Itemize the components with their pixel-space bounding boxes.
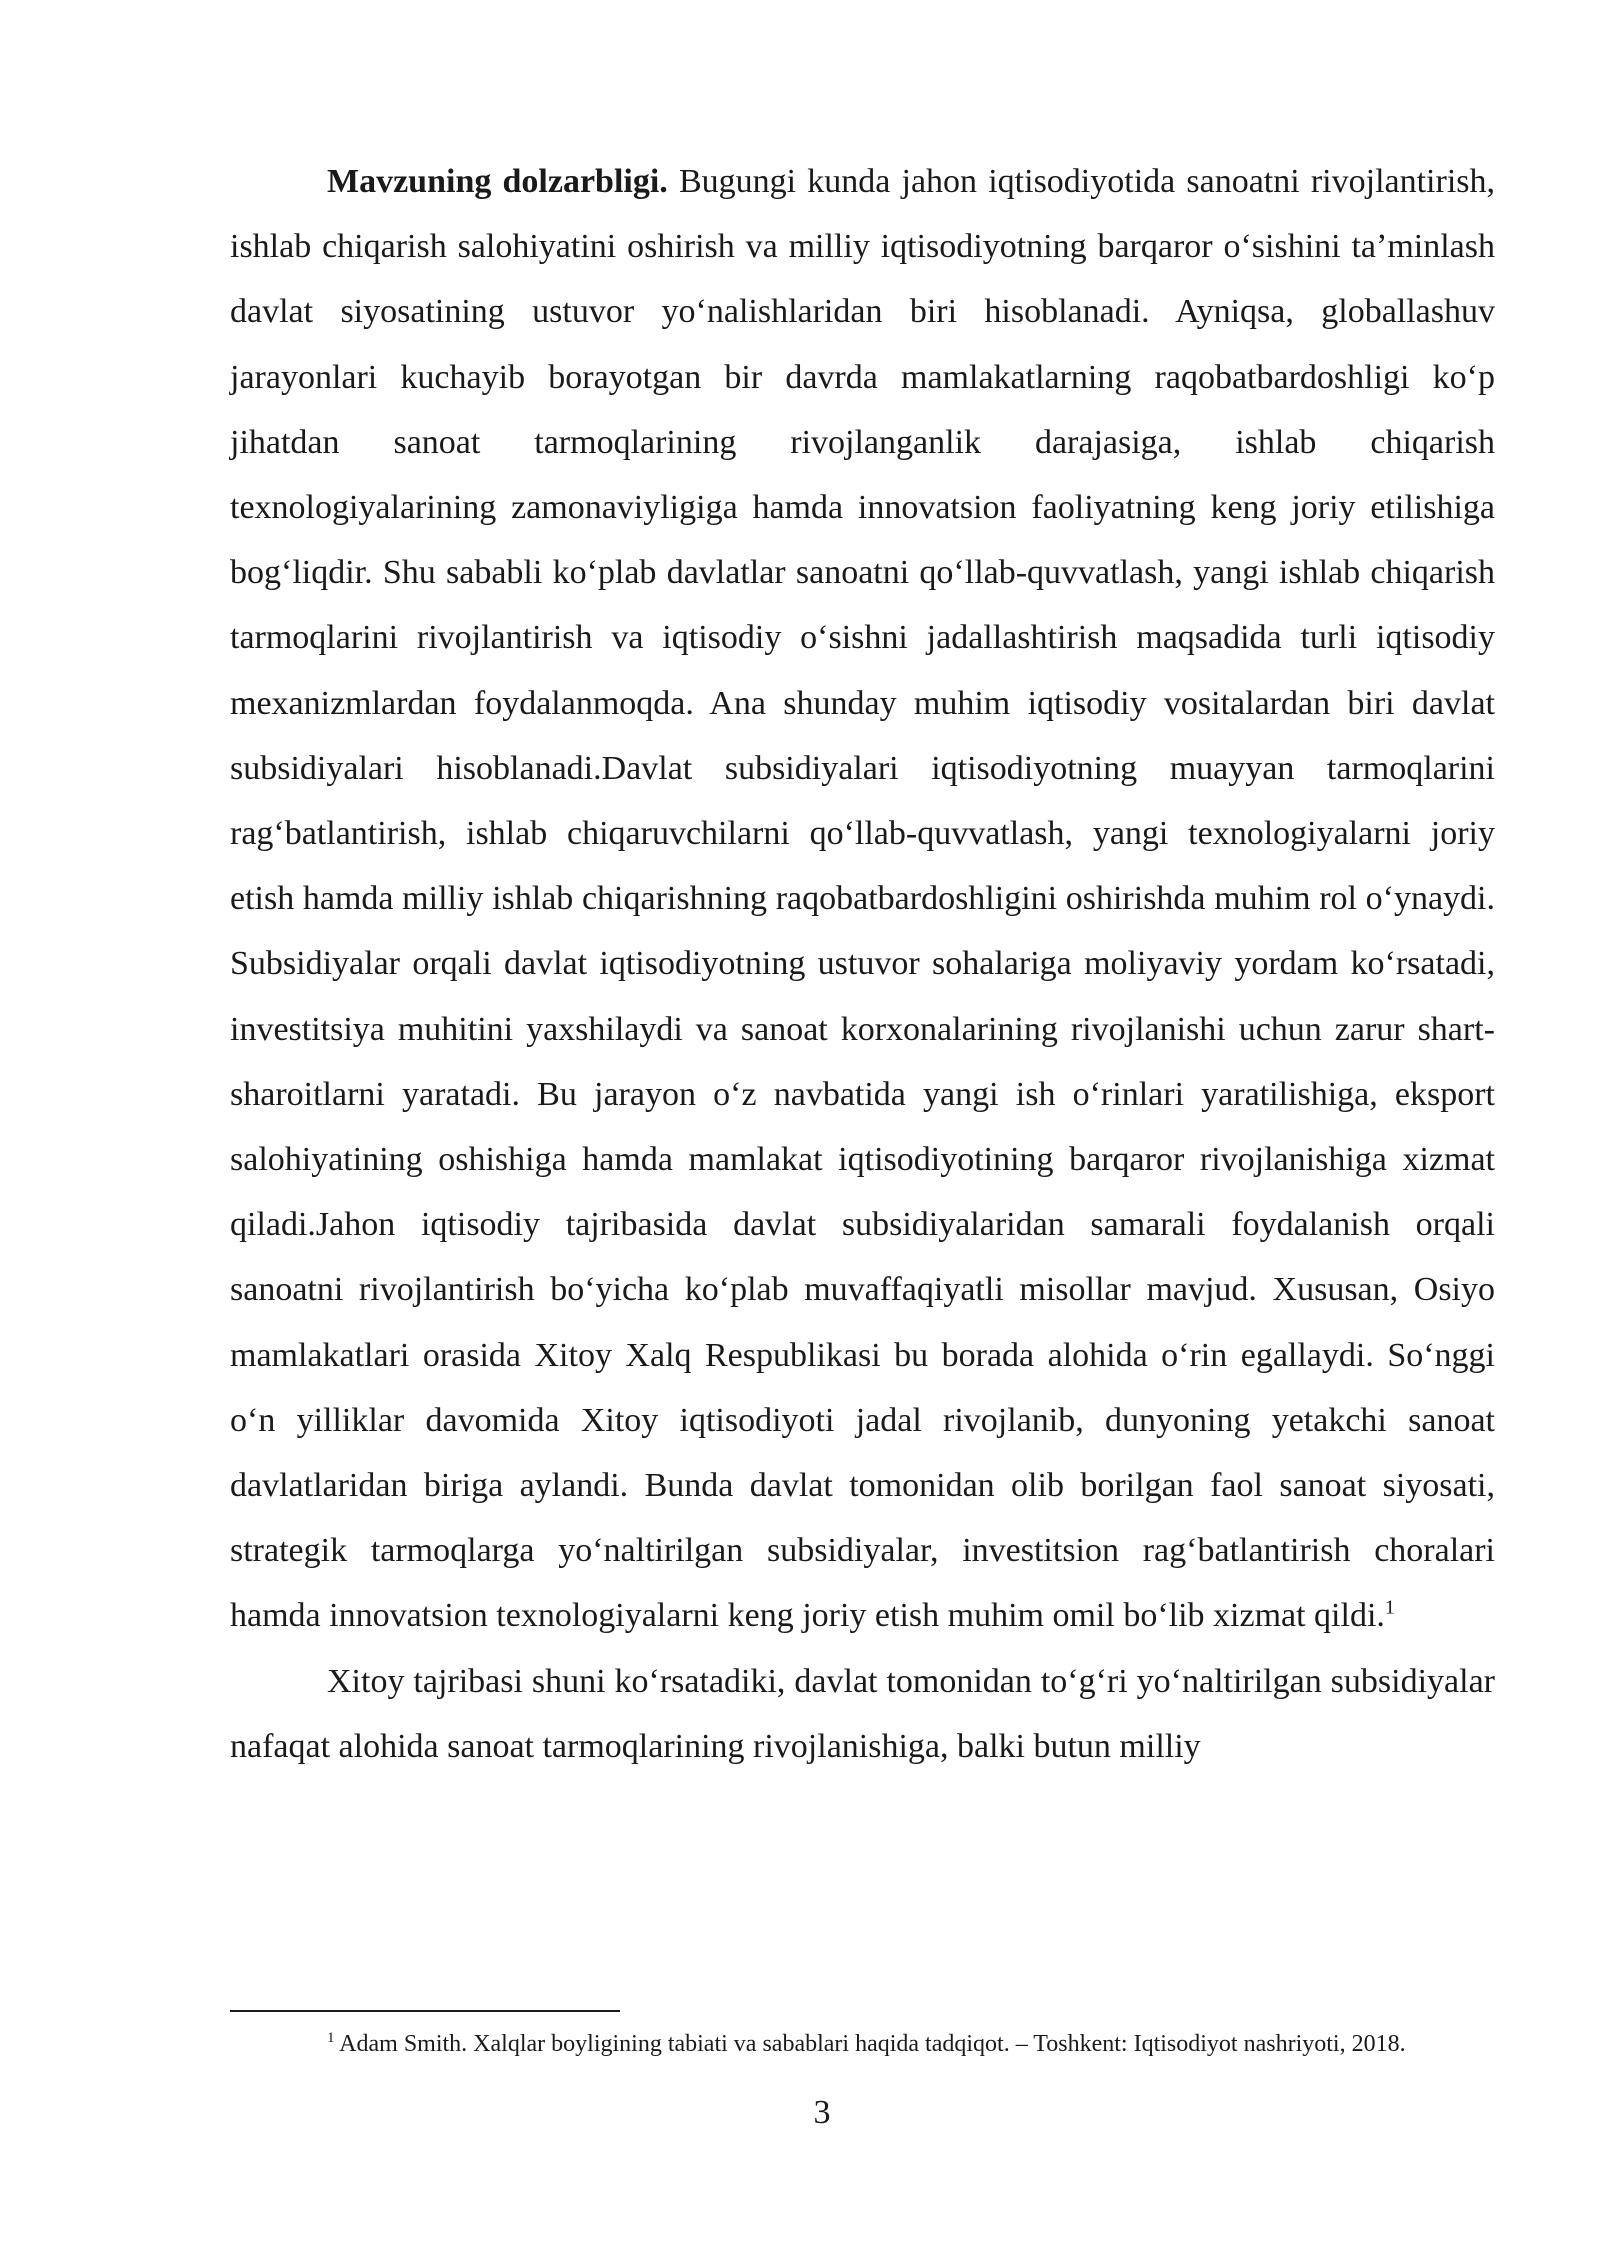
- paragraph-1: [230, 149, 1495, 1649]
- body-text: [230, 149, 1495, 1779]
- footnote-reference[interactable]: 1: [1384, 1597, 1395, 1620]
- footnote-separator: [230, 2010, 620, 2012]
- footnote-number: 1: [327, 2030, 335, 2046]
- footnote-text: Adam Smith. Xalqlar boyligining tabiati va sabablari haqida tadqiqot. – Toshkent: Iqtisodiyot nashriyoti, 2018.: [334, 2031, 1406, 2057]
- section-heading-lead: Mavzuning dolzarbligi.: [327, 163, 668, 200]
- page-number: 3: [813, 2094, 831, 2131]
- footnote: [230, 2026, 1495, 2062]
- paragraph-2-text: Xitoy tajribasi shuni koʻrsatadiki, davlat tomonidan toʻgʻri yoʻnaltirilgan subsidiyalar nafaqat alohida sanoat tarmoqlarining rivojlanishiga, balki butun milliy: [230, 1662, 1495, 1765]
- paragraph-1-text: Bugungi kunda jahon iqtisodiyotida sanoatni rivojlantirish, ishlab chiqarish salohiyatini oshirish va milliy iqtisodiyotning barqaror oʻsishini taʼminlash davlat siyosatining ustuvor yoʻnalishlaridan biri hisoblanadi. Ayniqsa, globallashuv jarayonlari kuchayib borayotgan bir davrda mamlakatlarning raqobatbardoshligi koʻp jihatdan sanoat tarmoqlarining rivojlanganlik darajasiga, ishlab chiqarish texnologiyalarining zamonaviyligiga hamda innovatsion faoliyatning keng joriy etilishiga bogʻliqdir. Shu sababli koʻplab davlatlar sanoatni qoʻllab-quvvatlash, yangi ishlab chiqarish tarmoqlarini rivojlantirish va iqtisodiy oʻsishni jadallashtirish maqsadida turli iqtisodiy mexanizmlardan foydalanmoqda. Ana shunday muhim iqtisodiy vositalardan biri davlat subsidiyalari hisoblanadi.Davlat subsidiyalari iqtisodiyotning muayyan tarmoqlarini ragʻbatlantirish, ishlab chiqaruvchilarni qoʻllab-quvvatlash, yangi texnologiyalarni joriy etish hamda milliy ishlab chiqarishning raqobatbardoshligini oshirishda muhim rol oʻynaydi. Subsidiyalar orqali davlat iqtisodiyotning ustuvor sohalariga moliyaviy yordam koʻrsatadi, investitsiya muhitini yaxshilaydi va sanoat korxonalarining rivojlanishi uchun zarur shart-sharoitlarni yaratadi. Bu jarayon oʻz navbatida yangi ish oʻrinlari yaratilishiga, eksport salohiyatining oshishiga hamda mamlakat iqtisodiyotining barqaror rivojlanishiga xizmat qiladi.Jahon iqtisodiy tajribasida davlat subsidiyalaridan samarali foydalanish orqali sanoatni rivojlantirish boʻyicha koʻplab muvaffaqiyatli misollar mavjud. Xususan, Osiyo mamlakatlari orasida Xitoy Xalq Respublikasi bu borada alohida oʻrin egallaydi. Soʻnggi oʻn yilliklar davomida Xitoy iqtisodiyoti jadal rivojlanib, dunyoning yetakchi sanoat davlatlaridan biriga aylandi. Bunda davlat tomonidan olib borilgan faol sanoat siyosati, strategik tarmoqlarga yoʻnaltirilgan subsidiyalar, investitsion ragʻbatlantirish choralari hamda innovatsion texnologiyalarni keng joriy etish muhim omil boʻlib xizmat qildi.: [230, 163, 1496, 1635]
- paragraph-2: [230, 1649, 1495, 1779]
